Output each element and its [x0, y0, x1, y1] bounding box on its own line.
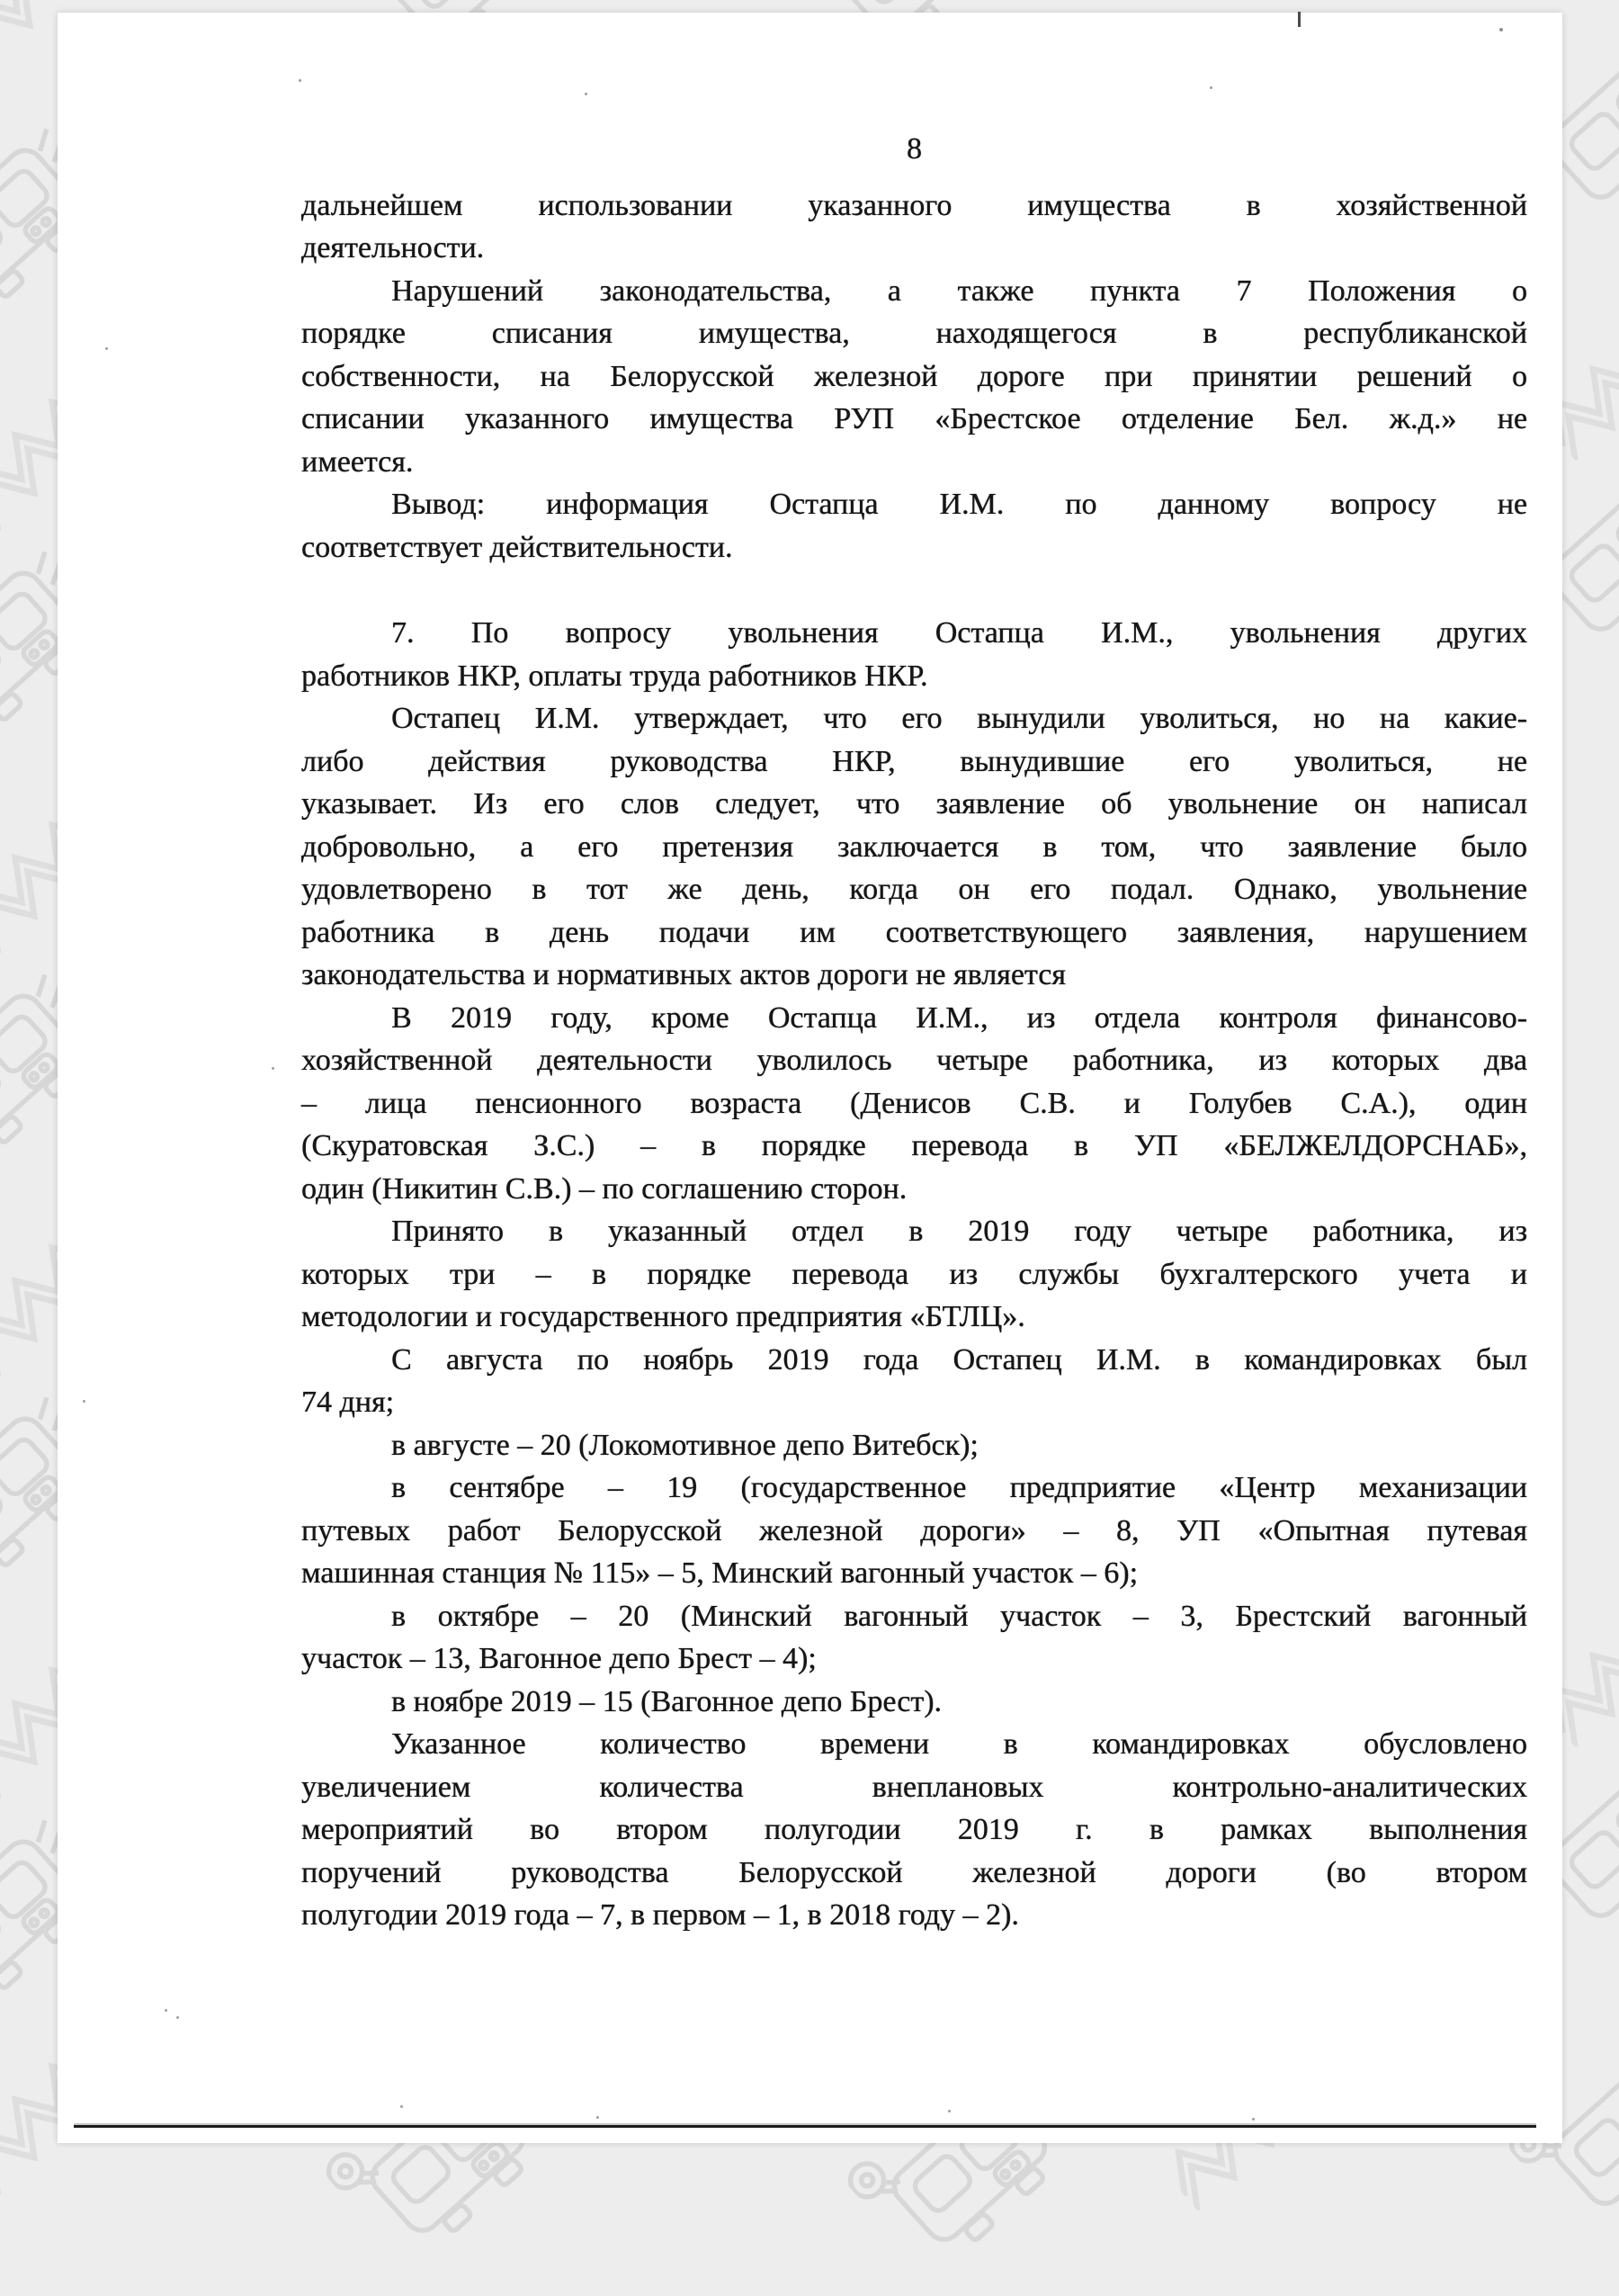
text-line: – лица пенсионного возраста (Денисов С.В. и Голубев С.А.), один	[301, 1086, 1527, 1120]
scan-speckle	[176, 2016, 179, 2019]
paragraph	[301, 1681, 1527, 1724]
scan-speckle	[105, 347, 108, 350]
text-line: методологии и государственного предприятия «БТЛЦ».	[301, 1300, 1025, 1333]
text-line: 74 дня;	[301, 1386, 395, 1419]
text-line: работника в день подачи им соответствующего заявления, нарушением	[301, 915, 1527, 949]
photocopy-edge-line	[74, 2125, 1536, 2128]
text-line: (Скуратовская З.С.) – в порядке перевода в УП «БЕЛЖЕЛДОРСНАБ»,	[301, 1129, 1527, 1162]
text-line: которых три – в порядке перевода из службы бухгалтерского учета и	[301, 1257, 1527, 1291]
text-line: дальнейшем использовании указанного имущества в хозяйственной	[301, 188, 1527, 222]
text-line: участок – 13, Вагонное депо Брест – 4);	[301, 1642, 817, 1675]
paragraph	[301, 612, 1527, 697]
scan-speckle	[1499, 28, 1503, 31]
text-line: 7. По вопросу увольнения Остапца И.М., увольнения других	[391, 616, 1527, 650]
text-line: путевых работ Белорусской железной дороги» – 8, УП «Опытная путевая	[301, 1513, 1527, 1547]
text-line: Остапец И.М. утверждает, что его вынудили уволиться, но на какие-	[391, 702, 1527, 735]
text-line: Принято в указанный отдел в 2019 году четыре работника, из	[391, 1215, 1527, 1248]
paragraph	[301, 697, 1527, 997]
scan-speckle	[1252, 2118, 1255, 2121]
text-line: Указанное количество времени в командировках обусловлено	[391, 1727, 1527, 1761]
text-line: поручений руководства Белорусской железной дороги (во втором	[301, 1855, 1527, 1889]
text-line: имеется.	[301, 444, 414, 479]
text-line: мероприятий во втором полугодии 2019 г. в рамках выполнения	[301, 1813, 1527, 1846]
paragraph	[301, 483, 1527, 569]
text-line: в августе – 20 (Локомотивное депо Витебск);	[391, 1428, 979, 1462]
text-line: хозяйственной деятельности уволилось четыре работника, из которых два	[301, 1044, 1527, 1077]
text-line: в ноябре 2019 – 15 (Вагонное депо Брест).	[391, 1684, 943, 1718]
text-line: один (Никитин С.В.) – по соглашению сторон.	[301, 1171, 908, 1206]
text-line: удовлетворено в тот же день, когда он его подал. Однако, увольнение	[301, 873, 1527, 906]
text-line: С августа по ноябрь 2019 года Остапец И.М. в командировках был	[391, 1342, 1527, 1377]
text-line: Нарушений законодательства, а также пункта 7 Положения о	[391, 274, 1527, 308]
paragraph	[301, 1339, 1527, 1424]
text-line: указывает. Из его слов следует, что заявление об увольнение он написал	[301, 787, 1527, 821]
text-line: в октябре – 20 (Минский вагонный участок – 3, Брестский вагонный	[391, 1599, 1527, 1633]
text-line: либо действия руководства НКР, вынудившие его уволиться, не	[301, 744, 1527, 778]
text-line: соответствует действительности.	[301, 530, 733, 564]
paragraph	[301, 1424, 1527, 1467]
text-line: в сентябре – 19 (государственное предприятие «Центр механизации	[391, 1471, 1527, 1504]
paragraph	[301, 1466, 1527, 1595]
text-line: добровольно, а его претензия заключается в том, что заявление было	[301, 830, 1527, 864]
scan-speckle	[165, 2009, 167, 2012]
paragraph	[301, 997, 1527, 1211]
scan-tick-mark	[1298, 12, 1301, 27]
page-number: 8	[907, 132, 922, 166]
scan-speckle	[400, 2105, 403, 2108]
scan-speckle	[585, 93, 587, 95]
text-line: списании указанного имущества РУП «Брестское отделение Бел. ж.д.» не	[301, 402, 1527, 435]
scan-speckle	[948, 2110, 951, 2112]
paragraph	[301, 1210, 1527, 1339]
text-line: увеличением количества внеплановых контрольно-аналитических	[301, 1770, 1527, 1804]
paragraph	[301, 184, 1527, 270]
text-line: законодательства и нормативных актов дороги не является	[301, 958, 1066, 991]
paragraph	[301, 1595, 1527, 1681]
scan-speckle	[596, 2116, 599, 2119]
document-body	[301, 184, 1527, 1937]
document-page	[58, 13, 1562, 2143]
scan-speckle	[299, 79, 301, 82]
text-line: порядке списания имущества, находящегося в республиканской	[301, 317, 1527, 350]
text-line: деятельности.	[301, 231, 485, 265]
scan-speckle	[83, 1400, 85, 1403]
text-line: работников НКР, оплаты труда работников НКР.	[301, 659, 928, 693]
paragraph	[301, 1723, 1527, 1937]
scan-speckle	[1210, 86, 1212, 89]
text-line: машинная станция № 115» – 5, Минский вагонный участок – 6);	[301, 1556, 1139, 1590]
scan-speckle	[272, 1067, 274, 1070]
text-line: собственности, на Белорусской железной дороге при принятии решений о	[301, 359, 1527, 393]
document-content	[301, 128, 1527, 1937]
paragraph	[301, 270, 1527, 484]
text-line: Вывод: информация Остапца И.М. по данному вопросу не	[391, 488, 1527, 521]
text-line: В 2019 году, кроме Остапца И.М., из отдела контроля финансово-	[391, 1000, 1527, 1035]
text-line: полугодии 2019 года – 7, в первом – 1, в 2018 году – 2).	[301, 1898, 1019, 1932]
